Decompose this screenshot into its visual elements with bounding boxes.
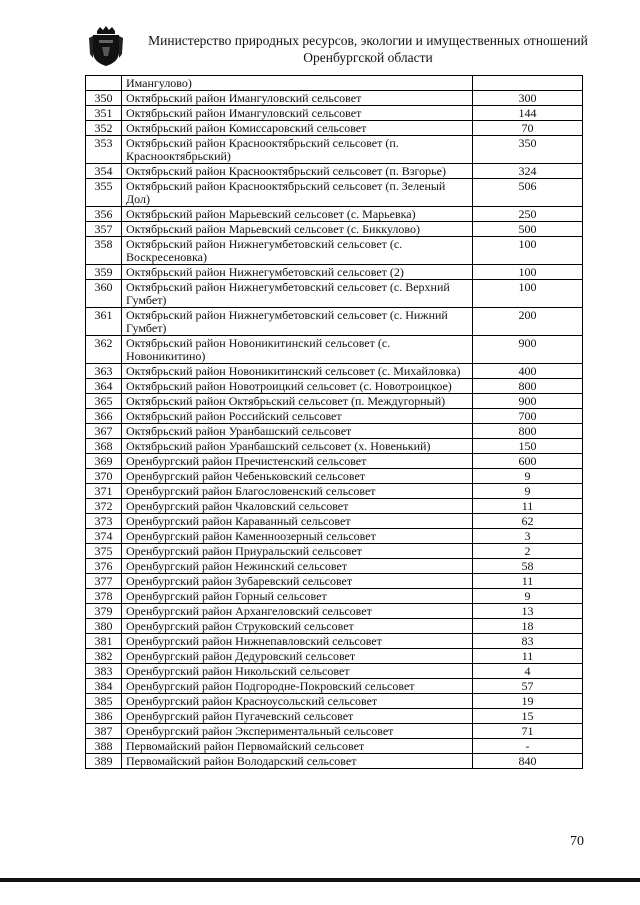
table-row xyxy=(86,739,583,754)
table-row xyxy=(86,454,583,469)
row-value: 400 xyxy=(473,364,583,379)
row-name: Первомайский район Володарский сельсовет xyxy=(122,754,473,769)
row-value xyxy=(473,76,583,91)
row-name: Октябрьский район Марьевский сельсовет (с. Марьевка) xyxy=(122,207,473,222)
table-row xyxy=(86,308,583,336)
row-number: 350 xyxy=(86,91,122,106)
row-value: 840 xyxy=(473,754,583,769)
table-row xyxy=(86,469,583,484)
table-row xyxy=(86,265,583,280)
row-name: Октябрьский район Уранбашский сельсовет (х. Новенький) xyxy=(122,439,473,454)
row-number: 380 xyxy=(86,619,122,634)
row-number: 368 xyxy=(86,439,122,454)
row-value: 9 xyxy=(473,469,583,484)
row-value: 324 xyxy=(473,164,583,179)
row-name: Октябрьский район Новоникитинский сельсовет (с. Новоникитино) xyxy=(122,336,473,364)
row-number: 360 xyxy=(86,280,122,308)
table-row xyxy=(86,280,583,308)
row-number: 353 xyxy=(86,136,122,164)
table-row xyxy=(86,484,583,499)
row-number: 357 xyxy=(86,222,122,237)
row-number: 382 xyxy=(86,649,122,664)
row-name: Октябрьский район Краснооктябрьский сельсовет (п. Краснооктябрьский) xyxy=(122,136,473,164)
header-title-line-2: Оренбургской области xyxy=(303,50,433,65)
row-value: 58 xyxy=(473,559,583,574)
row-number: 361 xyxy=(86,308,122,336)
document-header xyxy=(88,24,608,70)
row-number xyxy=(86,76,122,91)
row-number: 384 xyxy=(86,679,122,694)
row-name: Оренбургский район Горный сельсовет xyxy=(122,589,473,604)
table-row xyxy=(86,379,583,394)
table-row xyxy=(86,91,583,106)
row-name: Оренбургский район Никольский сельсовет xyxy=(122,664,473,679)
table-row xyxy=(86,574,583,589)
table-row xyxy=(86,679,583,694)
row-name: Октябрьский район Российский сельсовет xyxy=(122,409,473,424)
table-row xyxy=(86,754,583,769)
row-name: Оренбургский район Караванный сельсовет xyxy=(122,514,473,529)
row-value: - xyxy=(473,739,583,754)
row-number: 363 xyxy=(86,364,122,379)
row-name: Оренбургский район Нижнепавловский сельсовет xyxy=(122,634,473,649)
row-number: 386 xyxy=(86,709,122,724)
row-value: 200 xyxy=(473,308,583,336)
row-value: 57 xyxy=(473,679,583,694)
row-number: 387 xyxy=(86,724,122,739)
row-number: 374 xyxy=(86,529,122,544)
row-name: Первомайский район Первомайский сельсовет xyxy=(122,739,473,754)
row-number: 381 xyxy=(86,634,122,649)
row-number: 389 xyxy=(86,754,122,769)
row-name: Оренбургский район Красноусольский сельсовет xyxy=(122,694,473,709)
row-name: Оренбургский район Струковский сельсовет xyxy=(122,619,473,634)
row-name: Октябрьский район Нижнегумбетовский сельсовет (с. Нижний Гумбет) xyxy=(122,308,473,336)
row-name: Октябрьский район Октябрьский сельсовет (п. Междугорный) xyxy=(122,394,473,409)
table-row xyxy=(86,121,583,136)
row-value: 9 xyxy=(473,484,583,499)
row-value: 144 xyxy=(473,106,583,121)
table-row xyxy=(86,544,583,559)
row-name: Оренбургский район Подгородне-Покровский сельсовет xyxy=(122,679,473,694)
table-row xyxy=(86,439,583,454)
row-number: 379 xyxy=(86,604,122,619)
page-number: 70 xyxy=(570,834,584,849)
row-value: 500 xyxy=(473,222,583,237)
row-number: 362 xyxy=(86,336,122,364)
row-name: Октябрьский район Марьевский сельсовет (с. Биккулово) xyxy=(122,222,473,237)
row-number: 352 xyxy=(86,121,122,136)
row-value: 900 xyxy=(473,336,583,364)
row-number: 366 xyxy=(86,409,122,424)
table-row xyxy=(86,559,583,574)
row-name: Оренбургский район Благословенский сельсовет xyxy=(122,484,473,499)
row-number: 355 xyxy=(86,179,122,207)
row-name: Оренбургский район Каменноозерный сельсовет xyxy=(122,529,473,544)
row-name: Оренбургский район Архангеловский сельсовет xyxy=(122,604,473,619)
row-value: 19 xyxy=(473,694,583,709)
row-value: 3 xyxy=(473,529,583,544)
header-title-line-1: Министерство природных ресурсов, экологии и имущественных отношений xyxy=(148,33,588,48)
row-value: 250 xyxy=(473,207,583,222)
table-row xyxy=(86,604,583,619)
table-row xyxy=(86,664,583,679)
row-number: 385 xyxy=(86,694,122,709)
row-name: Октябрьский район Имангуловский сельсовет xyxy=(122,91,473,106)
settlement-table xyxy=(85,75,583,769)
row-value: 800 xyxy=(473,424,583,439)
row-value: 4 xyxy=(473,664,583,679)
table-row xyxy=(86,364,583,379)
row-name: Октябрьский район Имангуловский сельсовет xyxy=(122,106,473,121)
table-row xyxy=(86,409,583,424)
row-name: Октябрьский район Нижнегумбетовский сельсовет (с. Воскресеновка) xyxy=(122,237,473,265)
row-value: 71 xyxy=(473,724,583,739)
row-name: Имангулово) xyxy=(122,76,473,91)
table-row xyxy=(86,694,583,709)
row-value: 70 xyxy=(473,121,583,136)
row-number: 378 xyxy=(86,589,122,604)
table-row xyxy=(86,237,583,265)
row-name: Оренбургский район Чкаловский сельсовет xyxy=(122,499,473,514)
row-value: 350 xyxy=(473,136,583,164)
table-row xyxy=(86,106,583,121)
row-name: Оренбургский район Дедуровский сельсовет xyxy=(122,649,473,664)
row-value: 600 xyxy=(473,454,583,469)
row-name: Оренбургский район Нежинский сельсовет xyxy=(122,559,473,574)
row-name: Оренбургский район Зубаревский сельсовет xyxy=(122,574,473,589)
table-row xyxy=(86,634,583,649)
table-row xyxy=(86,424,583,439)
row-number: 369 xyxy=(86,454,122,469)
table-row xyxy=(86,724,583,739)
row-value: 11 xyxy=(473,499,583,514)
row-number: 371 xyxy=(86,484,122,499)
row-number: 367 xyxy=(86,424,122,439)
table-row xyxy=(86,619,583,634)
row-number: 373 xyxy=(86,514,122,529)
table-row xyxy=(86,514,583,529)
row-number: 375 xyxy=(86,544,122,559)
table-row-continuation xyxy=(86,76,583,91)
row-value: 11 xyxy=(473,574,583,589)
row-number: 370 xyxy=(86,469,122,484)
row-name: Октябрьский район Новотроицкий сельсовет (с. Новотроицкое) xyxy=(122,379,473,394)
row-value: 150 xyxy=(473,439,583,454)
row-name: Оренбургский район Приуральский сельсовет xyxy=(122,544,473,559)
row-name: Октябрьский район Новоникитинский сельсовет (с. Михайловка) xyxy=(122,364,473,379)
row-name: Октябрьский район Краснооктябрьский сельсовет (п. Взгорье) xyxy=(122,164,473,179)
row-number: 376 xyxy=(86,559,122,574)
table-row xyxy=(86,179,583,207)
table-row xyxy=(86,709,583,724)
row-number: 365 xyxy=(86,394,122,409)
row-number: 356 xyxy=(86,207,122,222)
row-value: 100 xyxy=(473,237,583,265)
row-value: 2 xyxy=(473,544,583,559)
table-row xyxy=(86,499,583,514)
row-number: 372 xyxy=(86,499,122,514)
row-value: 15 xyxy=(473,709,583,724)
row-number: 358 xyxy=(86,237,122,265)
row-value: 100 xyxy=(473,265,583,280)
row-number: 359 xyxy=(86,265,122,280)
row-number: 377 xyxy=(86,574,122,589)
row-number: 351 xyxy=(86,106,122,121)
table-row xyxy=(86,164,583,179)
row-name: Оренбургский район Пречистенский сельсовет xyxy=(122,454,473,469)
row-value: 100 xyxy=(473,280,583,308)
table-row xyxy=(86,136,583,164)
row-name: Оренбургский район Пугачевский сельсовет xyxy=(122,709,473,724)
table-row xyxy=(86,529,583,544)
row-name: Оренбургский район Экспериментальный сельсовет xyxy=(122,724,473,739)
row-value: 700 xyxy=(473,409,583,424)
table-row xyxy=(86,394,583,409)
row-value: 83 xyxy=(473,634,583,649)
row-value: 800 xyxy=(473,379,583,394)
row-name: Оренбургский район Чебеньковский сельсовет xyxy=(122,469,473,484)
row-value: 11 xyxy=(473,649,583,664)
row-value: 13 xyxy=(473,604,583,619)
row-number: 364 xyxy=(86,379,122,394)
row-value: 900 xyxy=(473,394,583,409)
row-number: 383 xyxy=(86,664,122,679)
row-name: Октябрьский район Нижнегумбетовский сельсовет (с. Верхний Гумбет) xyxy=(122,280,473,308)
coat-of-arms-icon xyxy=(88,24,124,68)
row-number: 388 xyxy=(86,739,122,754)
row-value: 506 xyxy=(473,179,583,207)
row-name: Октябрьский район Уранбашский сельсовет xyxy=(122,424,473,439)
row-value: 300 xyxy=(473,91,583,106)
table-row xyxy=(86,336,583,364)
row-value: 9 xyxy=(473,589,583,604)
row-name: Октябрьский район Краснооктябрьский сельсовет (п. Зеленый Дол) xyxy=(122,179,473,207)
table-row xyxy=(86,207,583,222)
table-row xyxy=(86,222,583,237)
row-name: Октябрьский район Комиссаровский сельсовет xyxy=(122,121,473,136)
row-number: 354 xyxy=(86,164,122,179)
bottom-rule xyxy=(0,878,640,882)
row-value: 18 xyxy=(473,619,583,634)
table-row xyxy=(86,589,583,604)
row-value: 62 xyxy=(473,514,583,529)
table-row xyxy=(86,649,583,664)
row-name: Октябрьский район Нижнегумбетовский сельсовет (2) xyxy=(122,265,473,280)
